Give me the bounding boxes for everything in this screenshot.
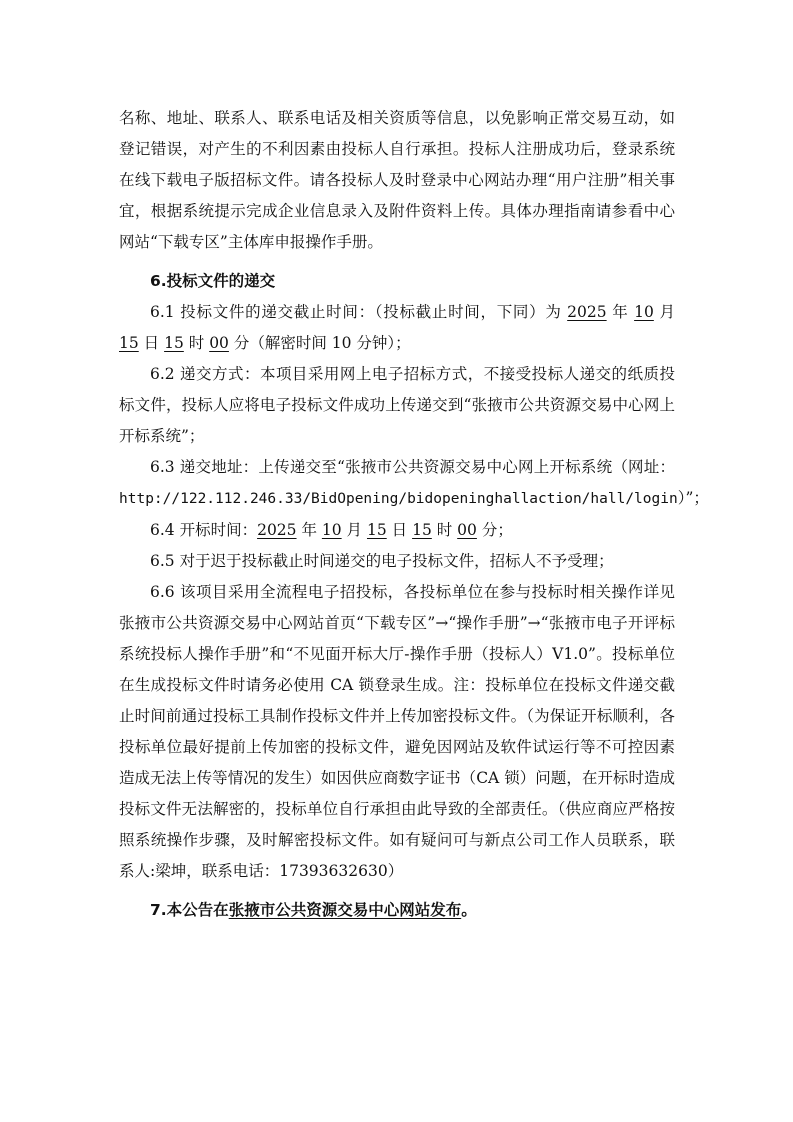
section-7-statement	[119, 895, 675, 926]
item-6-4-prefix: 6.4 开标时间：	[150, 521, 258, 539]
item-6-4-year: 2025	[257, 521, 297, 539]
item-6-5: 6.5 对于迟于投标截止时间递交的电子投标文件，招标人不予受理；	[150, 552, 614, 570]
item-6-1-hour: 15	[164, 334, 184, 352]
item-6-1-suffix: （解密时间 10 分钟）；	[249, 334, 411, 352]
item-6-4: 6.4 开标时间：2025 年 10 月 15 日 15 时 00 分；	[150, 521, 513, 539]
section-7-prefix: 7.本公告在	[150, 901, 229, 919]
item-6-1-minute: 00	[209, 334, 229, 352]
item-6-4-day: 15	[366, 521, 387, 539]
item-6-4-minute: 00	[457, 521, 477, 539]
item-6-3-suffix: ）”；	[677, 489, 709, 507]
item-6-4-month: 10	[321, 521, 342, 539]
document-body	[119, 103, 709, 926]
item-6-1-year: 2025	[567, 303, 607, 321]
intro-paragraph: 名称、地址、联系人、联系电话及相关资质等信息，以免影响正常交易互动，如登记错误，对产生的不利因素由投标人自行承担。投标人注册成功后，登录系统在线下载电子版招标文件。请各投标人及时登录中心网站办理“用户注册”相关事宜，根据系统提示完成企业信息录入及附件资料上传。具体办理指南请参看中心网站“下载专区”主体库申报操作手册。	[119, 109, 675, 251]
item-6-1-prefix: 6.1 投标文件的递交截止时间：（投标截止时间，下同）为	[150, 303, 562, 321]
item-6-2: 6.2 递交方式：本项目采用网上电子招标方式，不接受投标人递交的纸质投标文件，投标人应将电子投标文件成功上传递交到“张掖市公共资源交易中心网上开标系统”；	[119, 365, 675, 445]
section-6-heading: 6.投标文件的递交	[150, 272, 276, 290]
submission-url[interactable]: http://122.112.246.33/BidOpening/bidopeninghallaction/hall/login	[119, 491, 678, 507]
item-6-1-month: 10	[634, 303, 654, 321]
item-6-1-day: 15	[119, 334, 139, 352]
item-6-4-hour: 15	[412, 521, 432, 539]
item-6-6: 6.6 该项目采用全流程电子招投标，各投标单位在参与投标时相关操作详见张掖市公共资源交易中心网站首页“下载专区”→“操作手册”→“张掖市电子开评标系统投标人操作手册”和“不见面开标大厅-操作手册（投标人）V1.0”。投标单位在生成投标文件时请务必使用 CA 锁登录生成。注：投标单位在投标文件递交截止时间前通过投标工具制作投标文件并上传加密投标文件。（为保证开标顺利，各投标单位最好提前上传加密的投标文件，避免因网站及软件试运行等不可控因素造成无法上传等情况的发生）如因供应商数字证书（CA 锁）问题，在开标时造成投标文件无法解密的，投标单位自行承担由此导致的全部责任。（供应商应严格按照系统操作步骤，及时解密投标文件。如有疑问可与新点公司工作人员联系，联系人:梁坤，联系电话：17393632630）	[119, 583, 675, 880]
item-6-1: 6.1 投标文件的递交截止时间：（投标截止时间，下同）为 2025 年 10 月 15 日 15 时 00 分（解密时间 10 分钟）；	[119, 303, 675, 352]
section-7-publisher: 张掖市公共资源交易中心网站发布	[228, 901, 462, 919]
section-7-suffix: 。	[461, 901, 477, 919]
item-6-3	[119, 452, 709, 515]
item-6-3-prefix: 6.3 递交地址：上传递交至“张掖市公共资源交易中心网上开标系统（网址：	[150, 458, 675, 476]
